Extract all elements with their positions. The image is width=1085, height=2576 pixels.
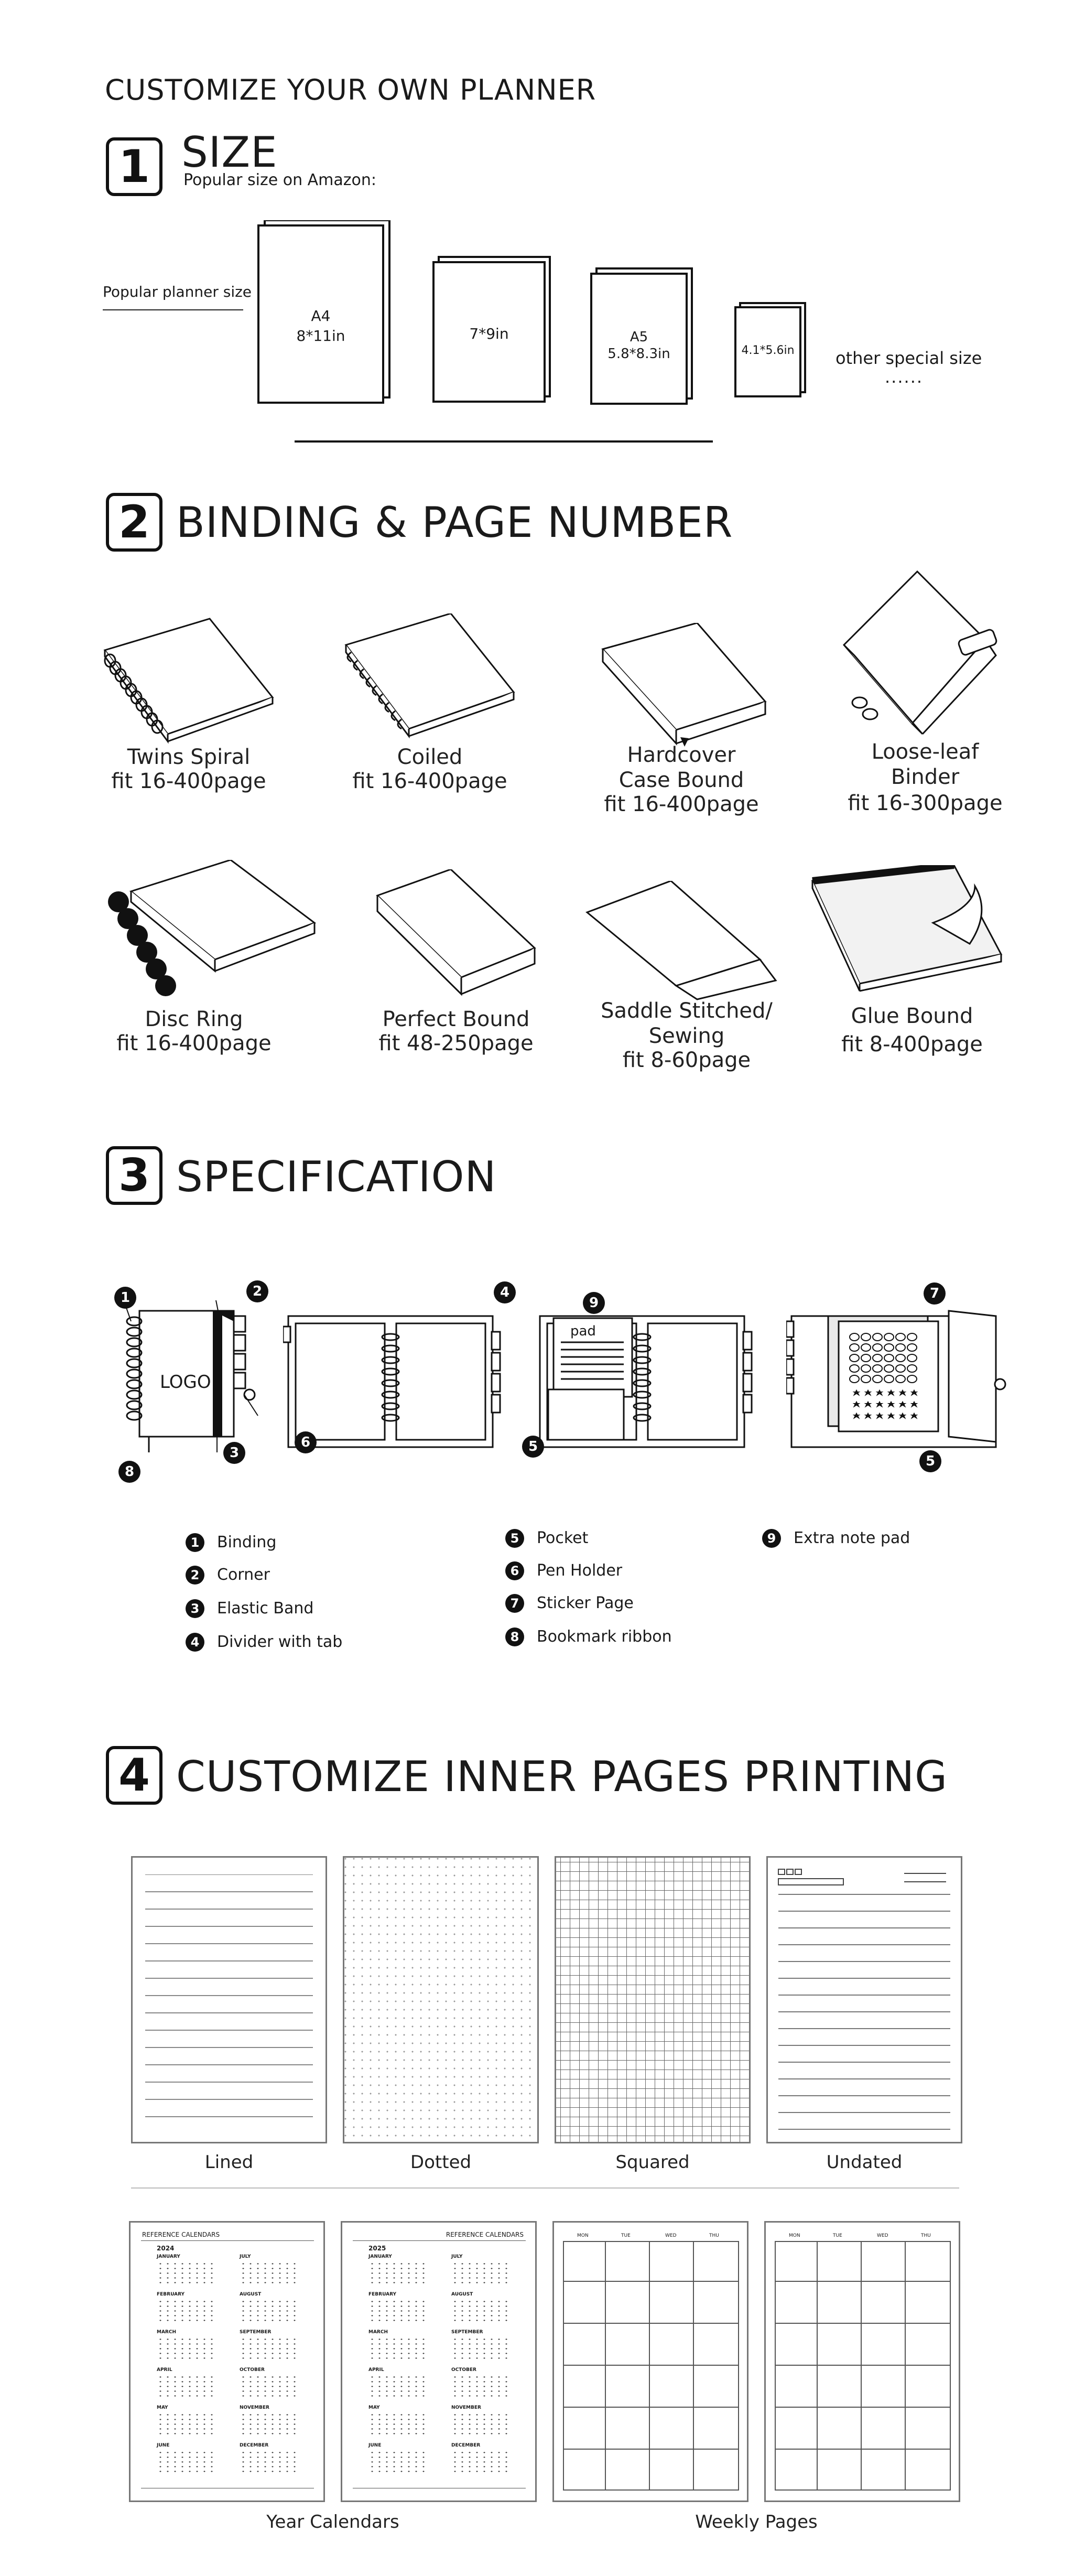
legend-item <box>505 1529 588 1548</box>
date-grid <box>240 2412 297 2438</box>
legend-item <box>762 1529 910 1548</box>
weekday-label: WED <box>665 2233 677 2238</box>
weekday-label: TUE <box>621 2233 631 2238</box>
date-grid <box>240 2450 297 2475</box>
pad-text: pad <box>570 1323 596 1339</box>
legend-number: 9 <box>762 1529 781 1548</box>
calendar-rule <box>141 2240 314 2241</box>
month-label: APRIL <box>157 2367 172 2373</box>
callout-badge: 5 <box>522 1436 544 1458</box>
date-grid <box>368 2375 426 2400</box>
month-label: FEBRUARY <box>157 2292 185 2297</box>
binding-fit: fit 16-400page <box>116 1031 272 1055</box>
lined-page-sample <box>131 1856 327 2143</box>
size-a4-name: A4 <box>311 307 331 325</box>
pocket-planner-diagram <box>535 1311 755 1452</box>
callout-badge: 1 <box>114 1287 136 1309</box>
callout-badge: 2 <box>246 1280 268 1302</box>
legend-item <box>505 1627 672 1646</box>
binding-name: Perfect Bound <box>382 1007 530 1031</box>
page-type-label: Squared <box>615 2152 690 2173</box>
callout-badge: 9 <box>583 1292 605 1314</box>
binding-name: Disc Ring <box>145 1007 243 1031</box>
weekday-label: MON <box>577 2233 589 2238</box>
size-a5-dims: 5.8*8.3in <box>607 346 670 362</box>
date-grid <box>368 2261 426 2287</box>
saddle-stitched-illustration <box>582 881 781 1001</box>
legend-label: Elastic Band <box>217 1599 314 1618</box>
undated-page-layout <box>768 1858 961 2142</box>
binding-fit: fit 8-400page <box>841 1032 983 1057</box>
size-a4-dims: 8*11in <box>296 327 345 344</box>
month-label: FEBRUARY <box>368 2292 397 2297</box>
date-grid <box>451 2337 509 2362</box>
dotted-page-sample <box>343 1856 539 2143</box>
legend-item <box>186 1566 270 1585</box>
callout-badge: 4 <box>494 1281 516 1303</box>
date-grid <box>451 2450 509 2475</box>
perfect-bound-illustration <box>367 869 545 1006</box>
weekday-label: WED <box>877 2233 888 2238</box>
date-grid <box>157 2450 214 2475</box>
month-label: MARCH <box>368 2330 388 2335</box>
legend-number: 7 <box>505 1594 524 1613</box>
month-label: AUGUST <box>240 2292 262 2297</box>
section-title-binding: BINDING & PAGE NUMBER <box>176 498 733 547</box>
legend-label: Divider with tab <box>217 1633 343 1651</box>
legend-number: 1 <box>186 1533 204 1552</box>
month-label: APRIL <box>368 2367 384 2373</box>
date-grid <box>368 2450 426 2475</box>
legend-number: 5 <box>505 1529 524 1548</box>
callout-badge: 3 <box>223 1442 245 1464</box>
page-type-label: Undated <box>826 2152 903 2173</box>
weekly-grid <box>554 2223 747 2500</box>
legend-label: Pen Holder <box>537 1561 623 1580</box>
legend-number: 3 <box>186 1599 204 1618</box>
section-title-specification: SPECIFICATION <box>176 1152 497 1201</box>
month-label: JULY <box>240 2254 251 2259</box>
legend-number: 8 <box>505 1627 524 1646</box>
glue-bound-illustration <box>802 865 1012 1001</box>
weekly-page-sample <box>764 2221 960 2502</box>
month-label: JUNE <box>157 2443 170 2448</box>
binding-name: Coiled <box>397 745 463 769</box>
loose-leaf-illustration <box>839 566 1012 745</box>
section-number: 3 <box>106 1146 162 1205</box>
date-grid <box>451 2375 509 2400</box>
weekday-label: MON <box>789 2233 800 2238</box>
date-grid <box>157 2337 214 2362</box>
logo-text: LOGO <box>160 1372 211 1393</box>
date-grid <box>240 2375 297 2400</box>
date-grid <box>157 2299 214 2324</box>
legend-item <box>186 1633 342 1652</box>
page-group-label: Year Calendars <box>266 2512 399 2532</box>
size-a5-name: A5 <box>630 329 648 345</box>
month-label: JULY <box>451 2254 463 2259</box>
weekly-grid <box>766 2223 959 2500</box>
month-label: DECEMBER <box>240 2443 269 2448</box>
date-grid <box>157 2261 214 2287</box>
size-7x9-dims: 7*9in <box>469 325 509 342</box>
date-grid <box>157 2375 214 2400</box>
calendar-year: 2024 <box>157 2245 175 2252</box>
binding-name-saddle: Saddle Stitched/ Sewing <box>601 999 773 1048</box>
legend-number: 2 <box>186 1566 204 1585</box>
year-calendar-page <box>341 2221 537 2502</box>
binding-fit: fit 48-250page <box>378 1031 534 1055</box>
month-label: JUNE <box>368 2443 382 2448</box>
sticker-planner-diagram <box>786 1306 1012 1452</box>
page-type-label: Lined <box>204 2152 254 2173</box>
legend-number: 6 <box>505 1561 524 1580</box>
coiled-illustration <box>341 613 519 750</box>
date-grid <box>157 2412 214 2438</box>
calendar-year: 2025 <box>368 2245 386 2252</box>
calendar-rule <box>353 2240 526 2241</box>
month-label: JANUARY <box>157 2254 180 2259</box>
weekday-label: TUE <box>833 2233 842 2238</box>
month-label: DECEMBER <box>451 2443 481 2448</box>
month-label: MAY <box>157 2405 168 2410</box>
page-title: CUSTOMIZE YOUR OWN PLANNER <box>105 73 596 106</box>
size-small-dims: 4.1*5.6in <box>741 344 795 357</box>
binding-name-loose-leaf: Loose-leaf Binder <box>871 740 979 789</box>
legend-label: Bookmark ribbon <box>537 1627 672 1646</box>
popular-size-label: Popular planner size <box>103 283 252 300</box>
month-label: SEPTEMBER <box>240 2330 272 2335</box>
disc-ring-illustration <box>105 860 325 1007</box>
binding-fit: fit 16-400page <box>111 769 266 793</box>
legend-label: Corner <box>217 1566 270 1584</box>
month-label: NOVEMBER <box>240 2405 269 2410</box>
binding-fit: fit 8-60page <box>622 1048 751 1072</box>
row-divider <box>131 2187 959 2189</box>
date-grid <box>368 2412 426 2438</box>
month-label: NOVEMBER <box>451 2405 481 2410</box>
legend-item <box>186 1533 276 1552</box>
binding-name: Twins Spiral <box>127 745 251 769</box>
section-title-inner-pages: CUSTOMIZE INNER PAGES PRINTING <box>176 1752 948 1801</box>
month-label: MARCH <box>157 2330 176 2335</box>
legend-label: Binding <box>217 1533 277 1551</box>
date-grid <box>451 2261 509 2287</box>
date-grid <box>240 2337 297 2362</box>
month-label: AUGUST <box>451 2292 473 2297</box>
calendar-header: REFERENCE CALENDARS <box>446 2231 524 2238</box>
year-calendar-page <box>129 2221 325 2502</box>
size-other: other special size <box>836 348 982 368</box>
size-subtitle: Popular size on Amazon: <box>183 171 376 189</box>
binding-fit: fit 16-400page <box>604 792 759 816</box>
date-grid <box>451 2412 509 2438</box>
open-planner-diagram <box>283 1311 503 1452</box>
section-title-size: SIZE <box>181 128 278 177</box>
twins-spiral-illustration <box>100 613 278 750</box>
weekly-page-sample <box>552 2221 748 2502</box>
legend-label: Pocket <box>537 1529 589 1547</box>
section-number: 1 <box>106 137 162 196</box>
legend-item <box>505 1561 622 1580</box>
callout-badge: 5 <box>919 1450 941 1472</box>
date-grid <box>368 2299 426 2324</box>
month-label: OCTOBER <box>451 2367 476 2373</box>
callout-badge: 8 <box>118 1461 140 1483</box>
date-grid <box>240 2299 297 2324</box>
page-group-label: Weekly Pages <box>695 2512 818 2532</box>
page-type-label: Dotted <box>410 2152 472 2173</box>
month-label: MAY <box>368 2405 380 2410</box>
squared-page-sample <box>555 1856 751 2143</box>
legend-label: Extra note pad <box>794 1529 910 1547</box>
calendar-header: REFERENCE CALENDARS <box>142 2231 220 2238</box>
legend-label: Sticker Page <box>537 1594 634 1612</box>
date-grid <box>240 2261 297 2287</box>
size-other-dots: ...... <box>885 367 924 387</box>
weekday-label: THU <box>709 2233 719 2238</box>
section-number: 2 <box>106 493 162 552</box>
callout-badge: 7 <box>924 1282 946 1305</box>
legend-number: 4 <box>186 1633 204 1652</box>
date-grid <box>451 2299 509 2324</box>
binding-name: Glue Bound <box>851 1004 973 1028</box>
binding-fit: fit 16-300page <box>848 791 1003 815</box>
callout-badge: 6 <box>295 1431 317 1453</box>
binding-fit: fit 16-400page <box>352 769 507 793</box>
month-label: SEPTEMBER <box>451 2330 483 2335</box>
month-label: OCTOBER <box>240 2367 265 2373</box>
binding-name-hardcover: Hardcover Case Bound <box>619 743 744 792</box>
hardcover-illustration <box>592 623 771 749</box>
legend-item <box>505 1594 634 1613</box>
legend-item <box>186 1599 313 1618</box>
month-label: JANUARY <box>368 2254 392 2259</box>
undated-page-sample <box>766 1856 962 2143</box>
section-number: 4 <box>106 1746 162 1805</box>
weekday-label: THU <box>921 2233 931 2238</box>
date-grid <box>368 2337 426 2362</box>
